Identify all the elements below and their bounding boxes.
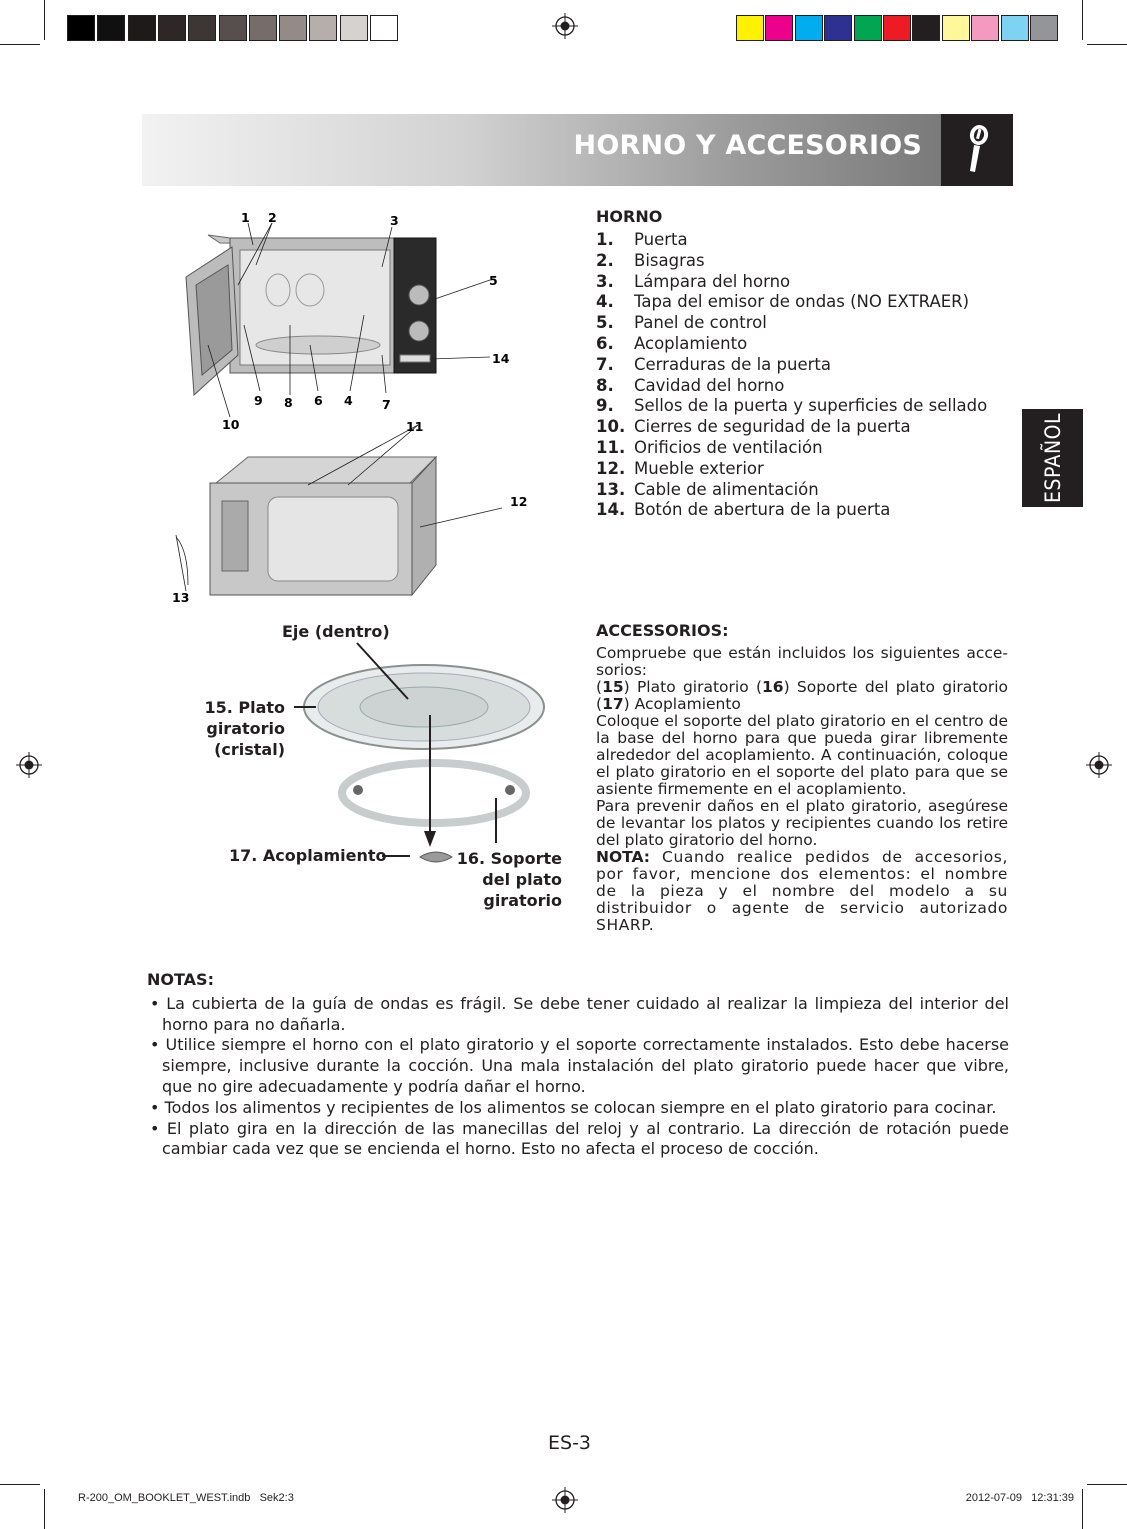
horno-list-item: 12. Mueble exterior xyxy=(596,458,764,478)
callout-13: 13 xyxy=(172,590,190,605)
note-item: • Todos los alimentos y recipientes de los alimentos se colocan siempre en el plato giratorio para cocinar. xyxy=(147,1098,1009,1119)
gray-swatch xyxy=(309,15,337,41)
accesorios-note: NOTA: Cuando realice pedidos de accesorios, por favor, mencione dos elementos: el nombre de la pieza y el nombre del modelo a su distribuidor o agente de servicio autorizado SHARP. xyxy=(596,848,1008,934)
oven-back-top xyxy=(216,457,436,483)
language-tab xyxy=(1022,409,1083,507)
color-swatch xyxy=(912,15,940,41)
notes-heading: NOTAS: xyxy=(147,970,214,989)
callout-8: 8 xyxy=(284,395,293,410)
horno-list-item: 1. Puerta xyxy=(596,230,688,249)
horno-list-item: 14. Botón de abertura de la puerta xyxy=(596,500,891,520)
horno-list-item: 13. Cable de alimentación xyxy=(596,479,819,499)
color-swatch xyxy=(1001,15,1029,41)
gray-swatch xyxy=(370,15,398,41)
coupling-label: 17. Acoplamiento xyxy=(229,846,387,865)
gray-swatch xyxy=(249,15,277,41)
callout-2: 2 xyxy=(268,210,277,225)
header-icon-box xyxy=(941,114,1013,186)
notes-list xyxy=(147,994,1009,1160)
callout-14: 14 xyxy=(492,351,510,366)
callout-9: 9 xyxy=(254,393,263,408)
note-item: • Utilice siempre el horno con el plato giratorio y el soporte correctamente instalados. Esto debe hacerse siempre, inclusive durante la cocción. Una mala instalación del plato giratorio puede hacer que vibre, que no gire adecuadamente y podría dañar el horno. xyxy=(147,1035,1009,1097)
crop-mark xyxy=(1082,1489,1083,1529)
control-panel xyxy=(394,238,436,373)
registration-mark-icon xyxy=(552,1487,578,1513)
crop-mark xyxy=(1087,44,1127,45)
note-item: • El plato gira en la dirección de las manecillas del reloj y al contrario. La dirección de rotación puede cambiar cada vez que se encienda el horno. Esto no afecta el proceso de cocción. xyxy=(147,1119,1009,1161)
callout-10: 10 xyxy=(222,417,240,432)
registration-mark-icon xyxy=(552,13,578,39)
gray-swatch xyxy=(128,15,156,41)
callout-4: 4 xyxy=(344,393,353,408)
crop-mark xyxy=(1087,1484,1127,1485)
gray-swatch xyxy=(188,15,216,41)
color-swatch xyxy=(824,15,852,41)
horno-heading: HORNO xyxy=(596,207,663,226)
color-swatch xyxy=(1030,15,1058,41)
accesorios-care: Para prevenir daños en el plato giratorio, asegúrese de levantar los platos y recipientes cuando los retire del plato giratorio del horno. xyxy=(596,797,1008,849)
registration-mark-icon xyxy=(1086,752,1112,778)
accesorios-parts-line: (15) Plato giratorio (16) Soporte del plato giratorio (17) Acoplamiento xyxy=(596,678,1008,713)
info-magnifier-icon xyxy=(941,114,1013,186)
horno-list-item: 7. Cerraduras de la puerta xyxy=(596,354,831,374)
gray-swatch xyxy=(279,15,307,41)
horno-list-item: 10. Cierres de seguridad de la puerta xyxy=(596,417,911,437)
color-swatch xyxy=(971,15,999,41)
language-tab-label: ESPAÑOL xyxy=(1040,413,1065,503)
crop-mark xyxy=(0,1484,40,1485)
oven-diagram xyxy=(168,205,528,605)
color-swatch xyxy=(883,15,911,41)
horno-list-item: 3. Lámpara del horno xyxy=(596,271,791,291)
callout-1: 1 xyxy=(241,210,250,225)
gray-swatch xyxy=(340,15,368,41)
accesorios-heading: ACCESSORIOS: xyxy=(596,621,729,640)
color-swatch xyxy=(795,15,823,41)
color-swatch xyxy=(765,15,793,41)
horno-list-item: 11. Orificios de ventilación xyxy=(596,437,823,457)
callout-5: 5 xyxy=(489,273,498,288)
footer-timestamp: 2012-07-09 12:31:39 xyxy=(965,1492,1074,1504)
callout-3: 3 xyxy=(390,213,399,228)
gray-swatch xyxy=(219,15,247,41)
footer-file-info: R-200_OM_BOOKLET_WEST.indb Sek2:3 xyxy=(78,1492,294,1504)
gray-swatch xyxy=(97,15,125,41)
horno-list-item: 5. Panel de control xyxy=(596,313,767,333)
crop-mark xyxy=(44,1489,45,1529)
horno-list-item: 6. Acoplamiento xyxy=(596,333,748,353)
gray-swatch xyxy=(67,15,95,41)
horno-list-item: 8. Cavidad del horno xyxy=(596,375,785,395)
plate-label: 15. Plato giratorio (cristal) xyxy=(204,698,285,759)
notes-section xyxy=(147,970,1009,1160)
crop-mark xyxy=(1082,0,1083,40)
horno-list-item: 2. Bisagras xyxy=(596,250,705,270)
color-swatch xyxy=(736,15,764,41)
axis-label: Eje (dentro) xyxy=(282,622,390,641)
crop-mark xyxy=(44,0,45,40)
callout-6: 6 xyxy=(314,393,323,408)
turntable-support-ring xyxy=(342,763,526,823)
page-number: ES-3 xyxy=(548,1432,592,1454)
note-item: • La cubierta de la guía de ondas es frágil. Se debe tener cuidado al realizar la limpieza del interior del horno para no dañarla. xyxy=(147,994,1009,1036)
horno-list-item: 9. Sellos de la puerta y superficies de sellado xyxy=(596,396,988,416)
accesorios-install: Coloque el soporte del plato giratorio en el centro de la base del horno para que pueda girar libremente alrededor del acoplamiento. A continuación, coloque el plato giratorio en el soporte del plato para que se asiente firmemente en el acoplamiento. xyxy=(596,712,1008,798)
horno-list-item: 4. Tapa del emisor de ondas (NO EXTRAER) xyxy=(596,292,970,312)
gray-swatch xyxy=(158,15,186,41)
crop-mark xyxy=(0,44,40,45)
accesorios-text xyxy=(596,645,1008,934)
accesorios-intro: Compruebe que están incluidos los siguientes accesorios: xyxy=(596,644,1008,679)
callout-12: 12 xyxy=(510,494,528,509)
registration-mark-icon xyxy=(16,752,42,778)
callout-11: 11 xyxy=(406,419,424,434)
page-title: HORNO Y ACCESORIOS xyxy=(573,130,922,161)
color-swatch xyxy=(854,15,882,41)
support-label: 16. Soporte del plato giratorio xyxy=(456,849,562,910)
callout-7: 7 xyxy=(382,397,391,412)
horno-parts-list xyxy=(596,230,987,521)
color-swatch xyxy=(942,15,970,41)
